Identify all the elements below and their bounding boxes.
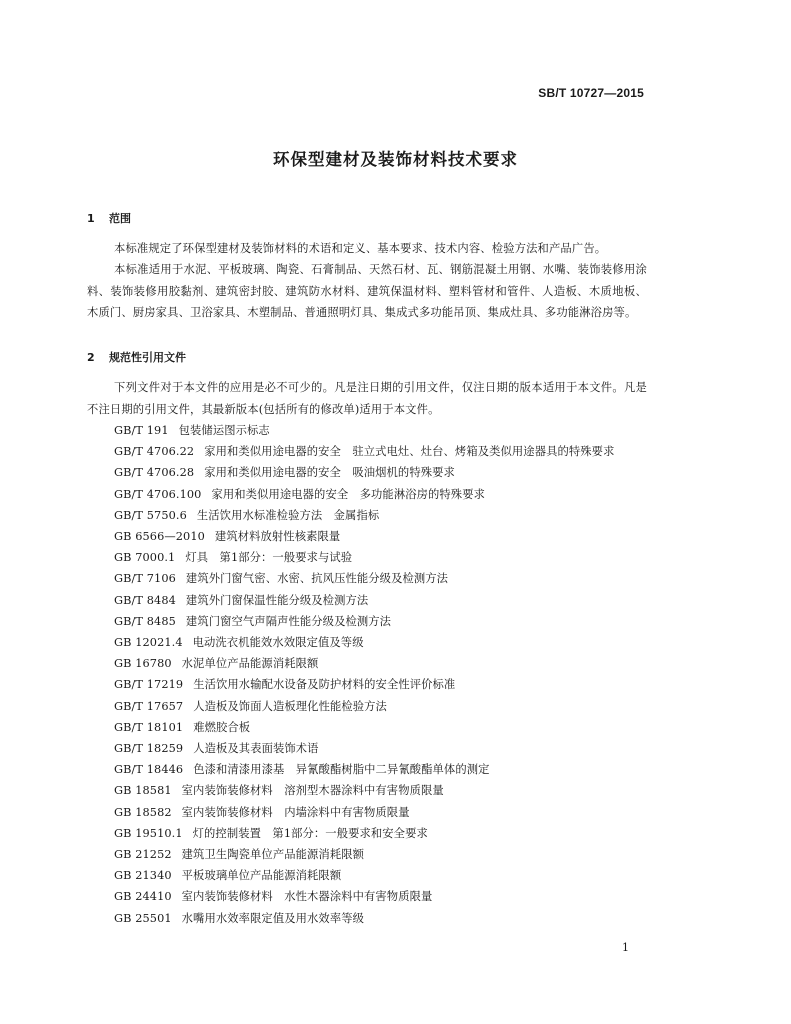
reference-code: GB/T 7106 (114, 572, 176, 586)
reference-title: 生活饮用水标准检验方法 金属指标 (196, 508, 380, 522)
reference-item (87, 780, 647, 801)
reference-item (87, 632, 647, 653)
reference-item (87, 823, 647, 844)
reference-title: 家用和类似用途电器的安全 吸油烟机的特殊要求 (204, 466, 455, 480)
section-heading-scope (87, 210, 131, 226)
reference-title: 生活饮用水输配水设备及防护材料的安全性评价标准 (193, 678, 456, 692)
reference-list (87, 420, 647, 929)
reference-item (87, 759, 647, 780)
reference-title: 水泥单位产品能源消耗限额 (181, 657, 319, 671)
reference-item (87, 505, 647, 526)
reference-item (87, 441, 647, 462)
reference-title: 人造板及饰面人造板理化性能检验方法 (193, 699, 387, 713)
reference-code: GB 18581 (114, 784, 172, 798)
reference-title: 建筑卫生陶瓷单位产品能源消耗限额 (181, 848, 365, 862)
reference-code: GB 21252 (114, 848, 172, 862)
reference-title: 家用和类似用途电器的安全 多功能淋浴房的特殊要求 (211, 487, 485, 501)
reference-title: 灯的控制装置 第1部分：一般要求和安全要求 (192, 826, 428, 840)
reference-item (87, 526, 647, 547)
reference-code: GB/T 8485 (114, 614, 176, 628)
reference-code: GB 24410 (114, 890, 172, 904)
reference-code: GB/T 17219 (114, 678, 184, 692)
reference-title: 人造板及其表面装饰术语 (193, 742, 319, 756)
reference-code: GB 18582 (114, 805, 172, 819)
references-intro-paragraph: 下列文件对于本文件的应用是必不可少的。凡是注日期的引用文件，仅注日期的版本适用于本文件。凡是不注日期的引用文件，其最新版本(包括所有的修改单)适用于本文件。 (87, 381, 647, 416)
reference-code: GB 21340 (114, 869, 172, 883)
reference-item (87, 420, 647, 441)
reference-title: 家用和类似用途电器的安全 驻立式电灶、灶台、烤箱及类似用途器具的特殊要求 (204, 445, 615, 459)
reference-item (87, 674, 647, 695)
reference-item (87, 696, 647, 717)
section-heading-text: 规范性引用文件 (109, 351, 186, 364)
section-number: 1 (87, 212, 95, 225)
reference-item (87, 484, 647, 505)
reference-item (87, 865, 647, 886)
reference-item (87, 844, 647, 865)
reference-title: 电动洗衣机能效水效限定值及等级 (192, 636, 364, 650)
page-number: 1 (622, 941, 629, 954)
reference-code: GB 16780 (114, 657, 172, 671)
reference-title: 平板玻璃单位产品能源消耗限额 (181, 869, 342, 883)
reference-code: GB/T 5750.6 (114, 508, 187, 522)
reference-code: GB/T 18446 (114, 763, 184, 777)
reference-code: GB/T 18101 (114, 720, 184, 734)
reference-item (87, 802, 647, 823)
reference-item (87, 886, 647, 907)
reference-code: GB/T 4706.22 (114, 445, 195, 459)
reference-title: 建筑外门窗气密、水密、抗风压性能分级及检测方法 (185, 572, 449, 586)
reference-title: 室内装饰装修材料 水性木器涂料中有害物质限量 (181, 890, 433, 904)
section-number: 2 (87, 351, 95, 364)
reference-title: 难燃胶合板 (193, 720, 251, 734)
reference-code: GB 19510.1 (114, 826, 183, 840)
reference-title: 灯具 第1部分：一般要求与试验 (185, 551, 353, 565)
section-heading-text: 范围 (109, 212, 131, 225)
reference-item (87, 568, 647, 589)
reference-item (87, 908, 647, 929)
reference-title: 水嘴用水效率限定值及用水效率等级 (181, 911, 365, 925)
reference-title: 室内装饰装修材料 溶剂型木器涂料中有害物质限量 (181, 784, 444, 798)
reference-code: GB/T 17657 (114, 699, 184, 713)
reference-code: GB/T 18259 (114, 742, 184, 756)
reference-title: 包装储运图示标志 (178, 424, 270, 437)
reference-item (87, 717, 647, 738)
reference-title: 室内装饰装修材料 内墙涂料中有害物质限量 (181, 805, 410, 819)
reference-code: GB 12021.4 (114, 636, 183, 650)
scope-paragraph: 本标准适用于水泥、平板玻璃、陶瓷、石膏制品、天然石材、瓦、钢筋混凝土用钢、水嘴、装饰装修用涂料、装饰装修用胶黏剂、建筑密封胶、建筑防水材料、建筑保温材料、塑料管材和管件、人造板、木质地板、木质门、厨房家具、卫浴家具、木塑制品、普通照明灯具、集成式多功能吊顶、集成灶具、多功能淋浴房等。 (87, 263, 647, 319)
document-title: 环保型建材及装饰材料技术要求 (273, 150, 518, 169)
reference-item (87, 738, 647, 759)
reference-title: 建筑材料放射性核素限量 (214, 530, 341, 544)
reference-code: GB/T 191 (114, 424, 169, 437)
scope-paragraph: 本标准规定了环保型建材及装饰材料的术语和定义、基本要求、技术内容、检验方法和产品广告。 (114, 242, 607, 255)
reference-code: GB/T 8484 (114, 593, 176, 607)
reference-code: GB 25501 (114, 911, 172, 925)
reference-code: GB 6566—2010 (114, 530, 205, 544)
reference-item (87, 653, 647, 674)
reference-code: GB/T 4706.100 (114, 487, 202, 501)
reference-item (87, 611, 647, 632)
reference-code: GB/T 4706.28 (114, 466, 195, 480)
reference-title: 建筑外门窗保温性能分级及检测方法 (185, 593, 369, 607)
reference-item (87, 462, 647, 483)
reference-item (87, 590, 647, 611)
section-heading-normative-references (87, 349, 186, 365)
reference-item (87, 547, 647, 568)
standard-code: SB/T 10727—2015 (538, 86, 644, 100)
reference-code: GB 7000.1 (114, 551, 176, 565)
reference-title: 建筑门窗空气声隔声性能分级及检测方法 (185, 614, 392, 628)
reference-title: 色漆和清漆用漆基 异氰酸酯树脂中二异氰酸酯单体的测定 (193, 763, 490, 777)
